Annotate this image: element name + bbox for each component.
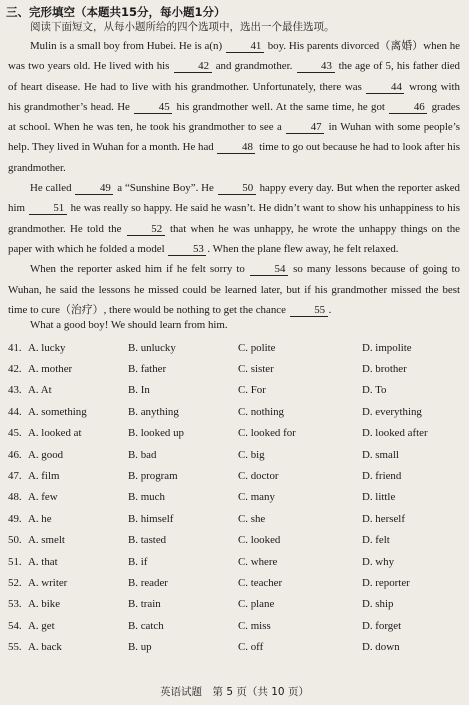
option-a: A. few (28, 491, 58, 504)
option-row (8, 465, 464, 486)
blank-45: 45 (134, 101, 172, 114)
page-footer: 英语试题 第 5 页（共 10 页） (160, 686, 309, 698)
passage-text: his grandmother well. At the same time, he got (173, 100, 389, 113)
passage-text: time to go out because he had to look after his grandmother. (8, 141, 460, 174)
option-b: B. looked up (128, 427, 184, 440)
question-number: 50. (8, 534, 22, 547)
option-a: A. film (28, 470, 60, 483)
passage-text: that when he was unhappy, he wrote the unhappy things on the paper with which he folded a model (8, 222, 460, 255)
passage-text: Mulin is a small boy from Hubei. He is a(n) (30, 40, 225, 52)
option-a: A. back (28, 641, 62, 654)
blank-42: 42 (174, 60, 212, 73)
option-d: D. brother (362, 363, 407, 376)
option-row (8, 358, 464, 379)
option-a: A. get (28, 619, 55, 632)
option-a: A. writer (28, 576, 68, 589)
option-a: A. smelt (28, 534, 65, 547)
passage-text: wrong with his grandmother’s head. He (8, 80, 460, 113)
option-b: B. catch (128, 619, 164, 632)
question-number: 48. (8, 491, 22, 504)
passage-text: . When the plane flew away, he felt relaxed. (207, 242, 399, 255)
question-number: 47. (8, 470, 22, 483)
blank-50: 50 (218, 182, 256, 195)
option-d: D. looked after (362, 427, 428, 440)
option-row (8, 380, 464, 401)
option-b: B. reader (128, 576, 168, 589)
passage-text: he was really so happy. He said he wasn’t. He didn’t want to show his unhappiness to his grandmother. He told the (8, 202, 460, 235)
option-d: D. friend (362, 470, 402, 483)
question-number: 42. (8, 363, 22, 376)
cloze-passage (8, 36, 460, 320)
option-d: D. ship (362, 598, 394, 611)
passage-closing: What a good boy! We should learn from him. (30, 319, 228, 331)
option-b: B. anything (128, 405, 179, 418)
blank-49: 49 (75, 182, 113, 195)
option-row (8, 572, 464, 593)
option-b: B. unlucky (128, 341, 176, 354)
passage-paragraph (8, 178, 460, 259)
option-row (8, 401, 464, 422)
passage-text: boy. His parents divorced（离婚）when he was two years old. He lived with his (8, 40, 460, 73)
option-c: C. she (238, 512, 266, 525)
option-row (8, 487, 464, 508)
option-a: A. he (28, 512, 52, 525)
option-c: C. off (238, 641, 264, 654)
option-c: C. where (238, 555, 278, 568)
option-b: B. father (128, 363, 167, 376)
option-c: C. many (238, 491, 275, 504)
passage-text: so many lessons because of going to Wuhan, he said the lessons he missed could be learned later, but if his grandmother missed the best time to cure（治疗）, there would be nothing to get the chance (8, 263, 460, 316)
blank-53: 53 (168, 243, 206, 256)
option-row (8, 423, 464, 444)
passage-paragraph (8, 36, 460, 178)
question-number: 49. (8, 512, 22, 525)
passage-paragraph (8, 259, 460, 320)
question-number: 46. (8, 448, 22, 461)
blank-48: 48 (217, 141, 255, 154)
blank-47: 47 (286, 121, 324, 134)
option-d: D. forget (362, 619, 402, 632)
option-d: D. reporter (362, 576, 410, 589)
option-a: A. mother (28, 363, 73, 376)
passage-text: the age of 5, his father died of heart disease. He had to live with his grandmother. Unfortunately, there was (8, 60, 460, 93)
passage-text: grades at school. When he was ten, he took his grandmother to see a (8, 100, 460, 134)
answer-options (8, 337, 464, 658)
option-row (8, 508, 464, 529)
question-number: 44. (8, 405, 22, 418)
option-d: D. little (362, 491, 396, 504)
option-row (8, 530, 464, 551)
question-number: 55. (8, 641, 22, 654)
option-c: C. For (238, 384, 266, 397)
blank-46: 46 (389, 101, 427, 114)
option-b: B. bad (128, 448, 157, 461)
option-row (8, 594, 464, 615)
option-b: B. tasted (128, 534, 167, 547)
option-a: A. something (28, 405, 87, 418)
blank-55: 55 (290, 304, 328, 317)
passage-text: He called (30, 182, 75, 195)
option-c: C. polite (238, 341, 276, 354)
option-b: B. if (128, 555, 148, 568)
option-b: B. program (128, 470, 178, 483)
option-a: A. bike (28, 598, 61, 611)
section-instruction: 阅读下面短文，从每小题所给的四个选项中，选出一个最佳选项。 (30, 21, 335, 33)
option-b: B. In (128, 384, 150, 397)
question-number: 41. (8, 341, 22, 354)
blank-44: 44 (366, 81, 404, 94)
option-b: B. train (128, 598, 161, 611)
question-number: 52. (8, 576, 22, 589)
question-number: 54. (8, 619, 22, 632)
option-d: D. why (362, 555, 395, 568)
passage-text: and grandmother. (212, 60, 296, 73)
option-d: D. impolite (362, 341, 412, 354)
option-c: C. plane (238, 598, 275, 611)
option-c: C. looked (238, 534, 281, 547)
option-a: A. At (28, 384, 52, 397)
option-c: C. teacher (238, 576, 283, 589)
blank-52: 52 (127, 223, 165, 236)
option-d: D. down (362, 641, 400, 654)
blank-43: 43 (297, 60, 335, 73)
option-c: C. doctor (238, 470, 279, 483)
question-number: 51. (8, 555, 22, 568)
option-b: B. up (128, 641, 152, 654)
blank-54: 54 (250, 263, 288, 276)
passage-text: happy every day. But when the reporter asked him (8, 182, 460, 215)
option-b: B. much (128, 491, 165, 504)
option-a: A. lucky (28, 341, 66, 354)
blank-51: 51 (29, 202, 67, 215)
passage-text: . (328, 303, 332, 316)
passage-text: When the reporter asked him if he felt sorry to (30, 263, 249, 276)
passage-text: a “Sunshine Boy”. He (114, 182, 217, 195)
option-b: B. himself (128, 512, 174, 525)
question-number: 45. (8, 427, 22, 440)
option-c: C. big (238, 448, 265, 461)
option-c: C. nothing (238, 405, 284, 418)
question-number: 53. (8, 598, 22, 611)
option-c: C. looked for (238, 427, 296, 440)
section-title: 三、完形填空（本题共15分，每小题1分） (6, 5, 226, 19)
option-row (8, 636, 464, 657)
option-row (8, 337, 464, 358)
option-a: A. looked at (28, 427, 82, 440)
option-d: D. felt (362, 534, 390, 547)
question-number: 43. (8, 384, 22, 397)
option-c: C. miss (238, 619, 271, 632)
option-d: D. everything (362, 405, 422, 418)
option-a: A. good (28, 448, 64, 461)
passage-text: in Wuhan with some people’s help. They lived in Wuhan for a month. He had (8, 121, 461, 154)
option-d: D. To (362, 384, 387, 397)
option-d: D. small (362, 448, 399, 461)
option-row (8, 444, 464, 465)
option-row (8, 551, 464, 572)
option-d: D. herself (362, 512, 405, 525)
option-a: A. that (28, 555, 58, 568)
blank-41: 41 (226, 40, 264, 53)
option-c: C. sister (238, 363, 274, 376)
option-row (8, 615, 464, 636)
